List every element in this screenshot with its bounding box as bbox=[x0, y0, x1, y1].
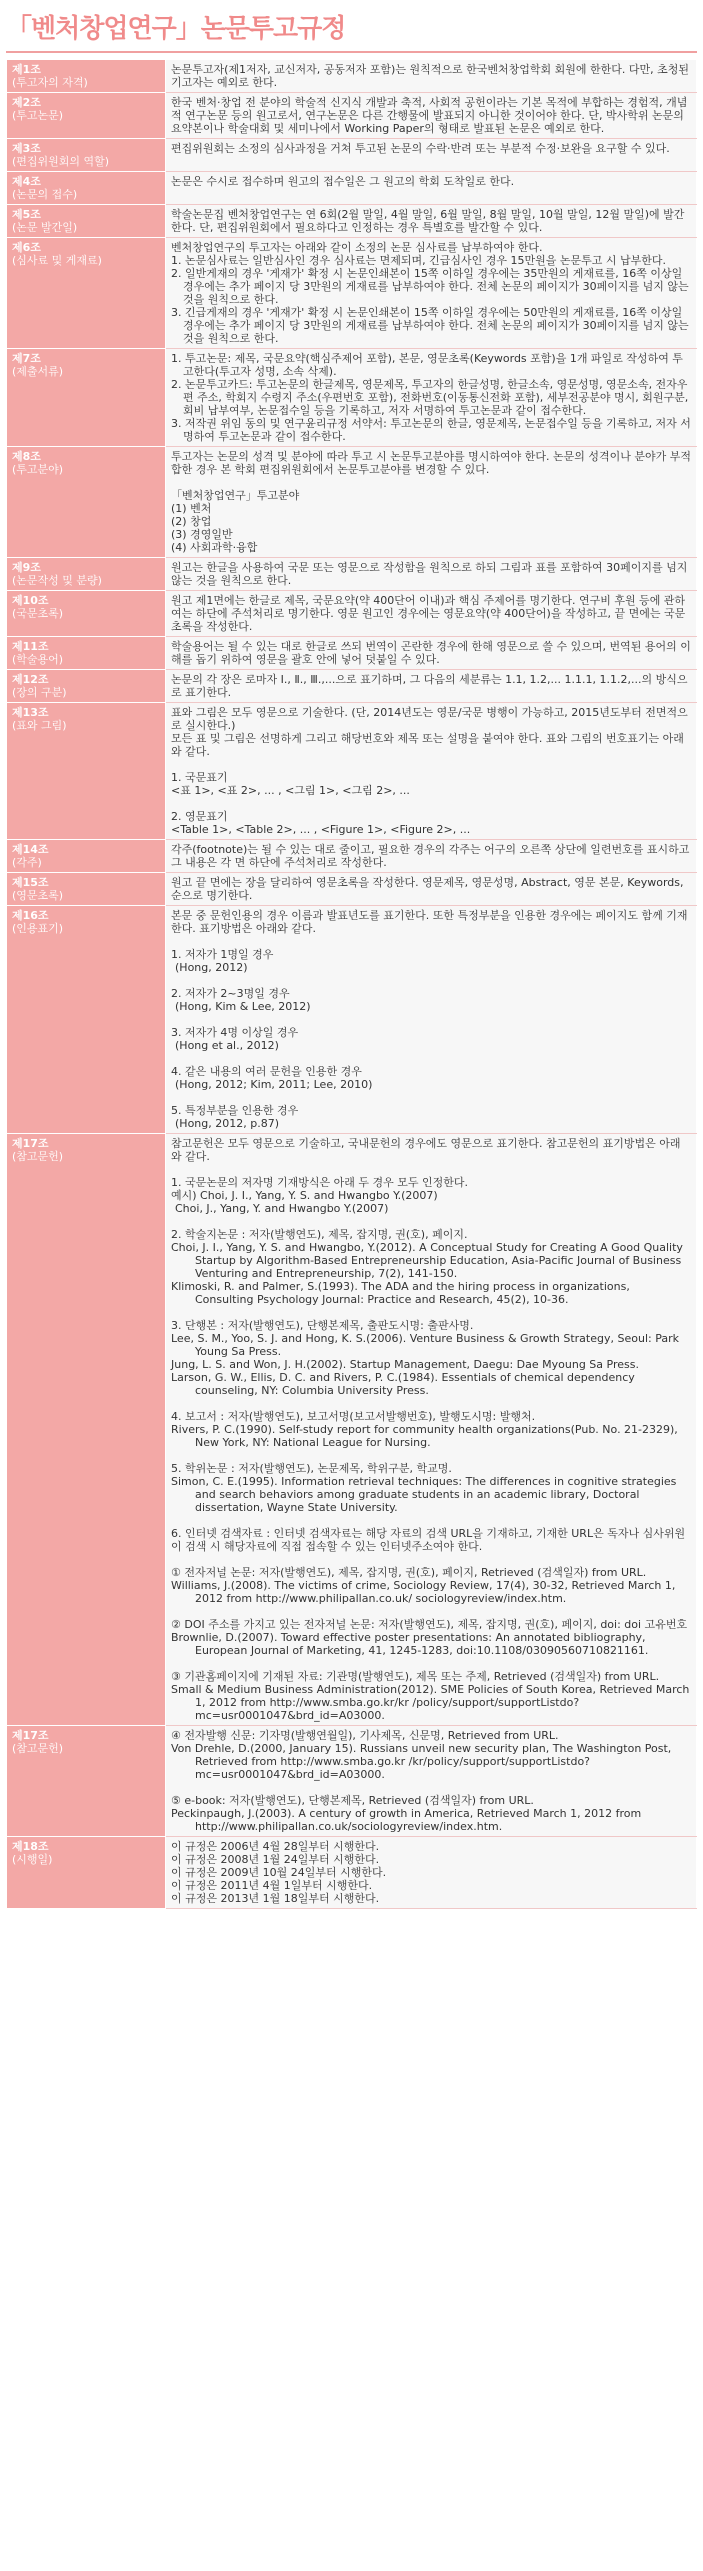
article-body bbox=[166, 591, 697, 637]
article-body bbox=[166, 558, 697, 591]
article-name: (학술용어) bbox=[12, 653, 64, 666]
article-name: (인용표기) bbox=[12, 922, 64, 935]
body-paragraph: 이 규정은 2011년 4월 1일부터 시행한다. bbox=[171, 1879, 373, 1892]
blank-line bbox=[171, 1052, 691, 1065]
body-paragraph: 2. 일반게재의 경우 '게재가' 확정 시 논문인쇄본이 15쪽 이하일 경우에는 35만원의 게재료를, 16쪽 이상일 경우에는 추가 페이지 당 3만원의 게재료를 납부하여야 한다. 전체 논문의 페이지가 30페이지를 넘지 않는 것을 원칙으로 한다. bbox=[171, 267, 689, 306]
body-paragraph: 5. 특정부분을 인용한 경우 bbox=[171, 1104, 299, 1117]
blank-line bbox=[171, 1605, 691, 1618]
body-paragraph: 한국 벤처·창업 전 분야의 학술적 신지식 개발과 축적, 사회적 공헌이라는 기본 목적에 부합하는 경험적, 개념적 연구논문 등의 원고로서, 연구논문은 다른 간행물에 발표되지 아니한 것이어야 한다. 단, 박사학위 논문의 요약본이나 학술대회 및 세미나에서 Working Paper의 형태로 발표된 논문은 예외로 한다. bbox=[171, 96, 688, 135]
body-paragraph: 5. 학위논문 : 저자(발행연도), 논문제목, 학위구분, 학교명. bbox=[171, 1462, 452, 1475]
article-row bbox=[7, 906, 697, 1134]
article-number: 제10조 bbox=[12, 594, 49, 607]
article-number: 제4조 bbox=[12, 175, 41, 188]
article-number: 제9조 bbox=[12, 561, 41, 574]
article-number: 제8조 bbox=[12, 450, 41, 463]
body-paragraph: 이 규정은 2008년 1월 24일부터 시행한다. bbox=[171, 1853, 380, 1866]
blank-line bbox=[171, 476, 691, 489]
body-paragraph: 3. 저작권 위임 동의 및 연구윤리규정 서약서: 투고논문의 한글, 영문제목, 논문접수일 등을 기록하고, 저자 서명하여 투고논문과 같이 접수한다. bbox=[171, 417, 691, 443]
body-paragraph: (3) 경영일반 bbox=[171, 528, 233, 541]
body-paragraph: 이 규정은 2013년 1월 18일부터 시행한다. bbox=[171, 1892, 380, 1905]
article-number: 제2조 bbox=[12, 96, 41, 109]
article-row bbox=[7, 637, 697, 670]
body-paragraph: 1. 저자가 1명일 경우 bbox=[171, 948, 274, 961]
article-label bbox=[7, 349, 166, 447]
body-paragraph: 원고 끝 면에는 장을 달리하여 영문초록을 작성한다. 영문제목, 영문성명, Abstract, 영문 본문, Keywords, 순으로 명기한다. bbox=[171, 876, 684, 902]
article-number: 제5조 bbox=[12, 208, 41, 221]
body-paragraph: 투고자는 논문의 성격 및 분야에 따라 투고 시 논문투고분야를 명시하여야 한다. 논문의 성격이나 분야가 부적합한 경우 본 학회 편집위원회에서 논문투고분야를 변경할 수 있다. bbox=[171, 450, 691, 476]
article-name: (표와 그림) bbox=[12, 719, 67, 732]
article-number: 제17조 bbox=[12, 1137, 49, 1150]
article-number: 제12조 bbox=[12, 673, 49, 686]
body-paragraph: <Table 1>, <Table 2>, ... , <Figure 1>, <Figure 2>, ... bbox=[171, 823, 471, 836]
article-row bbox=[7, 238, 697, 349]
rules-table-body bbox=[7, 60, 697, 1909]
article-body bbox=[166, 60, 697, 93]
reference-entry: Simon, C. E.(1995). Information retrieval techniques: The differences in cognitive strategies and search behaviors among graduate students in an academic library, Doctoral dissertation, Wayne State University. bbox=[171, 1475, 677, 1514]
article-label bbox=[7, 1134, 166, 1726]
body-paragraph: 1. 국문논문의 저자명 기재방식은 아래 두 경우 모두 인정한다. bbox=[171, 1176, 468, 1189]
article-name: (심사료 및 게재료) bbox=[12, 254, 102, 267]
article-body bbox=[166, 139, 697, 172]
article-label bbox=[7, 139, 166, 172]
body-paragraph: 2. 학술지논문 : 저자(발행연도), 제목, 잡지명, 권(호), 페이지. bbox=[171, 1228, 468, 1241]
blank-line bbox=[171, 1553, 691, 1566]
body-paragraph: (Hong, 2012, p.87) bbox=[175, 1117, 279, 1130]
reference-entry: Lee, S. M., Yoo, S. J. and Hong, K. S.(2006). Venture Business & Growth Strategy, Seoul: Park Young Sa Press. bbox=[171, 1332, 679, 1358]
article-label bbox=[7, 60, 166, 93]
article-number: 제17조 bbox=[12, 1729, 49, 1742]
article-body bbox=[166, 238, 697, 349]
article-row bbox=[7, 447, 697, 558]
article-body bbox=[166, 205, 697, 238]
body-paragraph: 이 규정은 2009년 10월 24일부터 시행한다. bbox=[171, 1866, 387, 1879]
blank-line bbox=[171, 1397, 691, 1410]
page-title: 「벤처창업연구」논문투고규정 bbox=[6, 14, 346, 44]
body-paragraph: ② DOI 주소를 가지고 있는 전자저널 논문: 저자(발행연도), 제목, 잡지명, 권(호), 페이지, doi: doi 고유번호 bbox=[171, 1618, 688, 1631]
title-divider bbox=[6, 51, 697, 53]
blank-line bbox=[171, 974, 691, 987]
body-paragraph: 「벤처창업연구」투고분야 bbox=[171, 489, 300, 502]
article-row bbox=[7, 1726, 697, 1837]
article-label bbox=[7, 1837, 166, 1909]
article-body bbox=[166, 93, 697, 139]
body-paragraph: 각주(footnote)는 될 수 있는 대로 줄이고, 필요한 경우의 각주는 어구의 오른쪽 상단에 일련번호를 표시하고 그 내용은 각 면 하단에 주석처리로 작성한다. bbox=[171, 843, 690, 869]
article-label bbox=[7, 93, 166, 139]
body-paragraph: ① 전자저널 논문: 저자(발행연도), 제목, 잡지명, 권(호), 페이지, Retrieved (검색일자) from URL. bbox=[171, 1566, 647, 1579]
article-label bbox=[7, 591, 166, 637]
article-label bbox=[7, 670, 166, 703]
body-paragraph: 원고는 한글을 사용하여 국문 또는 영문으로 작성함을 원칙으로 하되 그림과 표를 포함하여 30페이지를 넘지 않는 것을 원칙으로 한다. bbox=[171, 561, 688, 587]
body-paragraph: 1. 국문표기 bbox=[171, 771, 228, 784]
article-number: 제6조 bbox=[12, 241, 41, 254]
blank-line bbox=[171, 1449, 691, 1462]
article-body bbox=[166, 1134, 697, 1726]
body-paragraph: 참고문헌은 모두 영문으로 기술하고, 국내문헌의 경우에도 영문으로 표기한다. 참고문헌의 표기방법은 아래와 같다. bbox=[171, 1137, 681, 1163]
body-paragraph: 4. 같은 내용의 여러 문헌을 인용한 경우 bbox=[171, 1065, 362, 1078]
article-body bbox=[166, 172, 697, 205]
reference-entry: Von Drehle, D.(2000, January 15). Russians unveil new security plan, The Washington Post, Retrieved from http://www.smba.go.kr /kr/policy/support/supportListdo?mc=usr0001047&brd_id=A03000. bbox=[171, 1742, 672, 1781]
article-row bbox=[7, 172, 697, 205]
body-paragraph: 학술논문집 벤처창업연구는 연 6회(2월 말일, 4월 말일, 6월 말일, 8월 말일, 10월 말일, 12월 말일)에 발간한다. 단, 편집위원회에서 필요하다고 인정하는 경우 특별호를 발간할 수 있다. bbox=[171, 208, 685, 234]
article-body bbox=[166, 873, 697, 906]
article-number: 제15조 bbox=[12, 876, 49, 889]
article-name: (제출서류) bbox=[12, 365, 64, 378]
article-label bbox=[7, 172, 166, 205]
article-name: (각주) bbox=[12, 856, 42, 869]
article-row bbox=[7, 205, 697, 238]
blank-line bbox=[171, 1306, 691, 1319]
article-row bbox=[7, 670, 697, 703]
article-row bbox=[7, 349, 697, 447]
article-row bbox=[7, 703, 697, 840]
article-body bbox=[166, 670, 697, 703]
blank-line bbox=[171, 935, 691, 948]
article-body bbox=[166, 840, 697, 873]
body-paragraph: 1. 투고논문: 제목, 국문요약(핵심주제어 포함), 본문, 영문초록(Keywords 포함)을 1개 파일로 작성하여 투고한다(투고자 성명, 소속 삭제). bbox=[171, 352, 683, 378]
article-body bbox=[166, 1726, 697, 1837]
blank-line bbox=[171, 1091, 691, 1104]
body-paragraph: 본문 중 문헌인용의 경우 이름과 발표년도를 표기한다. 또한 특정부분을 인용한 경우에는 페이지도 함께 기재한다. 표기방법은 아래와 같다. bbox=[171, 909, 688, 935]
article-name: (편집위원회의 역할) bbox=[12, 155, 110, 168]
body-paragraph: 3. 저자가 4명 이상일 경우 bbox=[171, 1026, 299, 1039]
blank-line bbox=[171, 1514, 691, 1527]
blank-line bbox=[171, 1215, 691, 1228]
body-paragraph: 이 규정은 2006년 4월 28일부터 시행한다. bbox=[171, 1840, 380, 1853]
article-row bbox=[7, 139, 697, 172]
article-name: (시행일) bbox=[12, 1853, 53, 1866]
article-name: (논문작성 및 분량) bbox=[12, 574, 102, 587]
body-paragraph: (1) 벤처 bbox=[171, 502, 212, 515]
reference-entry: Peckinpaugh, J.(2003). A century of growth in America, Retrieved March 1, 2012 from http://www.philipallan.co.uk/sociologyreview/index.htm. bbox=[171, 1807, 642, 1833]
body-paragraph: 원고 제1면에는 한글로 제목, 국문요약(약 400단어 이내)과 핵심 주제어를 명기한다. 연구비 후원 등에 관하여는 하단에 주석처리로 명기한다. 영문 원고인 경우에는 영문요약(약 400단어)을 작성하고, 끝 면에는 국문초록을 작성한다. bbox=[171, 594, 686, 633]
reference-entry: Choi, J. I., Yang, Y. S. and Hwangbo, Y.(2012). A Conceptual Study for Creating A Good Quality Startup by Algorithm-Based Entrepreneurship Education, Asia-Pacific Journal of Business Venturing and Entrepreneurship, 7(2), 141-150. bbox=[171, 1241, 683, 1280]
body-paragraph: 논문의 각 장은 로마자 Ⅰ., Ⅱ., Ⅲ.,...으로 표기하며, 그 다음의 세분류는 1.1, 1.2,... 1.1.1, 1.1.2,...의 방식으로 표기한다. bbox=[171, 673, 688, 699]
article-name: (투고자의 자격) bbox=[12, 76, 88, 89]
article-body bbox=[166, 637, 697, 670]
body-paragraph: (Hong et al., 2012) bbox=[175, 1039, 279, 1052]
body-paragraph: (Hong, 2012; Kim, 2011; Lee, 2010) bbox=[175, 1078, 373, 1091]
rules-table bbox=[6, 59, 697, 1909]
body-paragraph: (4) 사회과학·융합 bbox=[171, 541, 258, 554]
blank-line bbox=[171, 758, 691, 771]
article-name: (국문초록) bbox=[12, 607, 64, 620]
article-body bbox=[166, 349, 697, 447]
article-name: (영문초록) bbox=[12, 889, 64, 902]
body-paragraph: (Hong, 2012) bbox=[175, 961, 248, 974]
reference-entry: Williams, J.(2008). The victims of crime, Sociology Review, 17(4), 30-32, Retrieved March 1, 2012 from http://www.philipallan.co.uk/ sociologyreview/index.htm. bbox=[171, 1579, 676, 1605]
article-row bbox=[7, 840, 697, 873]
body-paragraph: 2. 저자가 2~3명일 경우 bbox=[171, 987, 290, 1000]
article-label bbox=[7, 205, 166, 238]
article-number: 제7조 bbox=[12, 352, 41, 365]
article-number: 제16조 bbox=[12, 909, 49, 922]
body-paragraph: (2) 창업 bbox=[171, 515, 212, 528]
article-label bbox=[7, 703, 166, 840]
article-name: (논문의 접수) bbox=[12, 188, 78, 201]
article-row bbox=[7, 1134, 697, 1726]
article-label bbox=[7, 906, 166, 1134]
reference-entry: Rivers, P. C.(1990). Self-study report for community health organizations(Pub. No. 21-2329), New York, NY: National League for Nursing. bbox=[171, 1423, 678, 1449]
article-label bbox=[7, 558, 166, 591]
reference-entry: Brownlie, D.(2007). Toward effective poster presentations: An annotated bibliography, European Journal of Marketing, 41, 1245-1283, doi:10.1108/03090560710821161. bbox=[171, 1631, 649, 1657]
blank-line bbox=[171, 1781, 691, 1794]
page-header bbox=[0, 0, 703, 59]
body-paragraph: <표 1>, <표 2>, ... , <그림 1>, <그림 2>, ... bbox=[171, 784, 410, 797]
article-body bbox=[166, 447, 697, 558]
body-paragraph: ③ 기관홈페이지에 기재된 자료: 기관명(발행연도), 제목 또는 주제, Retrieved (검색일자) from URL. bbox=[171, 1670, 660, 1683]
article-name: (투고논문) bbox=[12, 109, 64, 122]
article-body bbox=[166, 906, 697, 1134]
body-paragraph: 예시) Choi, J. I., Yang, Y. S. and Hwangbo Y.(2007) bbox=[171, 1189, 438, 1202]
article-row bbox=[7, 873, 697, 906]
body-paragraph: 4. 보고서 : 저자(발행연도), 보고서명(보고서발행번호), 발행도시명: 발행처. bbox=[171, 1410, 536, 1423]
article-label bbox=[7, 1726, 166, 1837]
body-paragraph: 6. 인터넷 검색자료 : 인터넷 검색자료는 해당 자료의 검색 URL을 기재하고, 기재한 URL은 독자나 심사위원이 검색 시 해당자료에 직접 접속할 수 있는 인터넷주소여야 한다. bbox=[171, 1527, 686, 1553]
body-paragraph: 논문은 수시로 접수하며 원고의 접수일은 그 원고의 학회 도착일로 한다. bbox=[171, 175, 515, 188]
article-label bbox=[7, 238, 166, 349]
article-row bbox=[7, 558, 697, 591]
blank-line bbox=[171, 1013, 691, 1026]
article-number: 제1조 bbox=[12, 63, 41, 76]
article-name: (참고문헌) bbox=[12, 1150, 64, 1163]
body-paragraph: 편집위원회는 소정의 심사과정을 거쳐 투고된 논문의 수락·반려 또는 부분적 수정·보완을 요구할 수 있다. bbox=[171, 142, 670, 155]
article-body bbox=[166, 703, 697, 840]
body-paragraph: 2. 논문투고카드: 투고논문의 한글제목, 영문제목, 투고자의 한글성명, 한글소속, 영문성명, 영문소속, 전자우편 주소, 학회지 수령지 주소(우편번호 포함), 전화번호(이동통신전화 포함), 세부전공분야 명시, 회원구분, 회비 납부여부, 논문접수일 등을 기록하고, 저자 서명하여 투고논문과 같이 접수한다. bbox=[171, 378, 689, 417]
article-row bbox=[7, 1837, 697, 1909]
article-name: (논문 발간일) bbox=[12, 221, 78, 234]
reference-entry: Klimoski, R. and Palmer, S.(1993). The ADA and the hiring process in organizations, Consulting Psychology Journal: Practice and Research, 45(2), 10-36. bbox=[171, 1280, 630, 1306]
article-number: 제3조 bbox=[12, 142, 41, 155]
body-paragraph: (Hong, Kim & Lee, 2012) bbox=[175, 1000, 311, 1013]
article-number: 제18조 bbox=[12, 1840, 49, 1853]
article-label bbox=[7, 840, 166, 873]
article-name: (참고문헌) bbox=[12, 1742, 64, 1755]
body-paragraph: 3. 단행본 : 저자(발행연도), 단행본제목, 출판도시명: 출판사명. bbox=[171, 1319, 474, 1332]
body-paragraph: 표와 그림은 모두 영문으로 기술한다. (단, 2014년도는 영문/국문 병행이 가능하고, 2015년도부터 전면적으로 실시한다.) bbox=[171, 706, 688, 732]
body-paragraph: ④ 전자발행 신문: 기자명(발행연월일), 기사제목, 신문명, Retrieved from URL. bbox=[171, 1729, 559, 1742]
body-paragraph: 3. 긴급게재의 경우 '게재가' 확정 시 논문인쇄본이 15쪽 이하일 경우에는 50만원의 게재료를, 16쪽 이상일 경우에는 추가 페이지 당 3만원의 게재료를 납부하여야 한다. 전체 논문의 페이지가 30페이지를 넘지 않는 것을 원칙으로 한다. bbox=[171, 306, 689, 345]
article-number: 제13조 bbox=[12, 706, 49, 719]
blank-line bbox=[171, 1657, 691, 1670]
article-row bbox=[7, 93, 697, 139]
reference-entry: Larson, G. W., Ellis, D. C. and Rivers, P. C.(1984). Essentials of chemical dependency counseling, NY: Columbia University Press. bbox=[171, 1371, 635, 1397]
body-paragraph: 모든 표 및 그림은 선명하게 그리고 해당번호와 제목 또는 설명을 붙여야 한다. 표와 그림의 번호표기는 아래와 같다. bbox=[171, 732, 684, 758]
article-number: 제14조 bbox=[12, 843, 49, 856]
body-paragraph: 학술용어는 될 수 있는 대로 한글로 쓰되 번역이 곤란한 경우에 한해 영문으로 쓸 수 있으며, 번역된 용어의 이해를 돕기 위하여 영문을 괄호 안에 넣어 덧붙일 수 있다. bbox=[171, 640, 691, 666]
article-row bbox=[7, 591, 697, 637]
body-paragraph: Choi, J., Yang, Y. and Hwangbo Y.(2007) bbox=[175, 1202, 389, 1215]
article-label bbox=[7, 447, 166, 558]
body-paragraph: ⑤ e-book: 저자(발행연도), 단행본제목, Retrieved (검색일자) from URL. bbox=[171, 1794, 534, 1807]
article-body bbox=[166, 1837, 697, 1909]
article-row bbox=[7, 60, 697, 93]
article-number: 제11조 bbox=[12, 640, 49, 653]
article-name: (투고분야) bbox=[12, 463, 64, 476]
reference-entry: Small & Medium Business Administration(2012). SME Policies of South Korea, Retrieved March 1, 2012 from http://www.smba.go.kr/kr /policy/support/supportListdo?mc=usr0001047&brd_id=A03000. bbox=[171, 1683, 690, 1722]
article-name: (장의 구분) bbox=[12, 686, 67, 699]
blank-line bbox=[171, 797, 691, 810]
article-label bbox=[7, 637, 166, 670]
body-paragraph: 1. 논문심사료는 일반심사인 경우 심사료는 면제되며, 긴급심사인 경우 15만원을 논문투고 시 납부한다. bbox=[171, 254, 666, 267]
body-paragraph: 벤처창업연구의 투고자는 아래와 같이 소정의 논문 심사료를 납부하여야 한다. bbox=[171, 241, 543, 254]
body-paragraph: 2. 영문표기 bbox=[171, 810, 228, 823]
body-paragraph: 논문투고자(제1저자, 교신저자, 공동저자 포함)는 원칙적으로 한국벤처창업학회 회원에 한한다. 다만, 초청된 기고자는 예외로 한다. bbox=[171, 63, 689, 89]
reference-entry: Jung, L. S. and Won, J. H.(2002). Startup Management, Daegu: Dae Myoung Sa Press. bbox=[171, 1358, 639, 1371]
article-label bbox=[7, 873, 166, 906]
blank-line bbox=[171, 1163, 691, 1176]
